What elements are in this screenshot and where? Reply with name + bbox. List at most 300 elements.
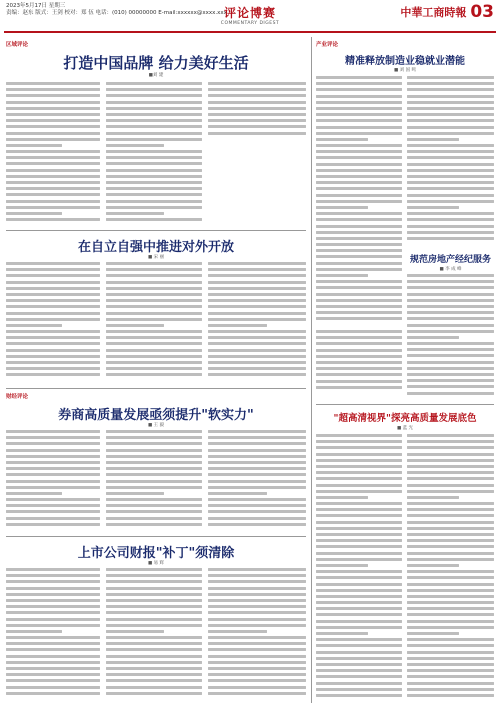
text-line — [106, 517, 202, 520]
section-subtitle: COMMENTARY DIGEST — [220, 21, 280, 26]
text-line — [407, 589, 494, 592]
text-line — [407, 644, 494, 647]
text-line — [316, 373, 402, 376]
text-line — [316, 626, 402, 629]
text-line — [6, 144, 62, 147]
text-line — [106, 648, 202, 651]
text-line — [407, 274, 494, 277]
text-line — [316, 380, 402, 383]
text-line — [316, 237, 402, 240]
text-line — [6, 330, 100, 333]
text-line — [106, 492, 164, 495]
text-line — [407, 694, 494, 697]
text-line — [106, 318, 202, 321]
text-line — [316, 181, 402, 184]
masthead — [0, 0, 500, 34]
text-line — [208, 661, 306, 664]
text-line — [316, 564, 368, 567]
text-line — [316, 200, 402, 203]
text-line — [407, 552, 494, 555]
text-line — [6, 442, 100, 445]
text-line — [106, 504, 202, 507]
article-7-byline: ■ 蓝 光 — [396, 426, 414, 431]
text-line — [316, 651, 402, 654]
text-line — [208, 618, 306, 621]
text-line — [6, 287, 100, 290]
text-line — [6, 342, 100, 345]
text-line — [6, 624, 100, 627]
text-line — [106, 268, 202, 271]
text-line — [6, 175, 100, 178]
text-line — [208, 510, 306, 513]
text-line — [106, 373, 202, 376]
text-line — [106, 661, 202, 664]
text-line — [6, 132, 100, 135]
text-line — [316, 521, 402, 524]
text-line — [208, 299, 306, 302]
text-line — [6, 336, 100, 339]
text-line — [106, 132, 202, 135]
text-line — [407, 354, 494, 357]
text-line — [6, 455, 100, 458]
text-line — [407, 651, 494, 654]
text-line — [106, 442, 202, 445]
text-line — [106, 156, 202, 159]
text-line — [316, 545, 402, 548]
text-line — [407, 607, 494, 610]
text-line — [208, 686, 306, 689]
text-line — [407, 583, 494, 586]
text-line — [407, 373, 494, 376]
text-line — [407, 440, 494, 443]
text-line — [106, 498, 202, 501]
text-line — [407, 564, 459, 567]
text-line — [407, 477, 494, 480]
divider — [6, 388, 306, 389]
text-line — [407, 187, 494, 190]
text-line — [106, 580, 202, 583]
text-line — [316, 453, 402, 456]
text-line — [316, 255, 402, 258]
text-line — [6, 599, 100, 602]
text-line — [407, 601, 494, 604]
text-line — [106, 455, 202, 458]
article-6-body — [407, 274, 494, 398]
text-line — [316, 286, 402, 289]
text-line — [407, 280, 494, 283]
text-line — [407, 299, 494, 302]
column-divider — [311, 37, 312, 703]
text-line — [316, 669, 402, 672]
text-line — [106, 436, 202, 439]
text-line — [106, 113, 202, 116]
text-line — [316, 113, 402, 116]
text-line — [6, 580, 100, 583]
article-7-headline: "超高清视界"探亮高质量发展底色 — [333, 413, 477, 424]
text-line — [208, 605, 306, 608]
text-line — [6, 281, 100, 284]
text-line — [6, 461, 100, 464]
text-line — [6, 574, 100, 577]
section-header — [200, 4, 300, 26]
text-line — [407, 138, 459, 141]
text-line — [106, 587, 202, 590]
text-line — [208, 587, 306, 590]
text-line — [316, 163, 402, 166]
text-line — [106, 193, 202, 196]
text-line — [316, 638, 402, 641]
text-line — [208, 574, 306, 577]
article-3-body — [106, 430, 202, 530]
article-2-body — [106, 262, 202, 382]
text-line — [316, 471, 402, 474]
text-line — [316, 490, 402, 493]
text-line — [106, 94, 202, 97]
text-line — [208, 568, 306, 571]
text-line — [407, 342, 494, 345]
text-line — [407, 324, 494, 327]
text-line — [6, 88, 100, 91]
text-line — [106, 510, 202, 513]
text-line — [6, 367, 100, 370]
text-line — [316, 552, 402, 555]
text-line — [208, 455, 306, 458]
text-line — [316, 508, 402, 511]
text-line — [106, 367, 202, 370]
text-line — [407, 595, 494, 598]
text-line — [316, 694, 402, 697]
text-line — [407, 514, 494, 517]
text-line — [316, 144, 402, 147]
text-line — [407, 465, 494, 468]
text-line — [6, 510, 100, 513]
text-line — [208, 523, 306, 526]
text-line — [316, 107, 402, 110]
text-line — [208, 82, 306, 85]
text-line — [316, 212, 402, 215]
text-line — [6, 498, 100, 501]
text-line — [316, 95, 402, 98]
text-line — [6, 517, 100, 520]
text-line — [208, 324, 267, 327]
text-line — [316, 342, 402, 345]
article-5-byline: ■ 刘 国 鸣 — [393, 68, 417, 73]
text-line — [6, 262, 100, 265]
text-line — [6, 661, 100, 664]
text-line — [208, 624, 306, 627]
text-line — [407, 231, 494, 234]
text-line — [106, 461, 202, 464]
text-line — [208, 580, 306, 583]
text-line — [316, 576, 402, 579]
text-line — [208, 593, 306, 596]
article-1-body — [106, 82, 202, 227]
text-line — [407, 682, 494, 685]
text-line — [208, 330, 306, 333]
text-line — [106, 679, 202, 682]
text-line — [407, 669, 494, 672]
text-line — [316, 688, 402, 691]
text-line — [208, 599, 306, 602]
text-line — [316, 169, 402, 172]
text-line — [316, 539, 402, 542]
text-line — [407, 348, 494, 351]
article-3-body — [208, 430, 306, 530]
text-line — [6, 618, 100, 621]
text-line — [407, 533, 494, 536]
text-line — [106, 361, 202, 364]
text-line — [407, 502, 494, 505]
text-line — [106, 611, 202, 614]
text-line — [208, 113, 306, 116]
text-line — [208, 648, 306, 651]
article-3-headline: 券商高质量发展亟须提升"软实力" — [58, 408, 254, 423]
text-line — [6, 480, 100, 483]
text-line — [407, 558, 494, 561]
text-line — [316, 82, 402, 85]
text-line — [316, 132, 402, 135]
text-line — [106, 206, 202, 209]
text-line — [208, 667, 306, 670]
text-line — [106, 686, 202, 689]
text-line — [316, 601, 402, 604]
text-line — [6, 169, 100, 172]
text-line — [106, 605, 202, 608]
text-line — [106, 187, 202, 190]
paper-name: 中華工商時報 — [400, 6, 467, 19]
text-line — [407, 471, 494, 474]
text-line — [106, 299, 202, 302]
text-line — [106, 125, 202, 128]
text-line — [316, 595, 402, 598]
text-line — [208, 679, 306, 682]
text-line — [208, 436, 306, 439]
article-1-byline: ■刘 建 — [148, 73, 164, 78]
text-line — [6, 212, 62, 215]
text-line — [208, 449, 306, 452]
text-line — [6, 293, 100, 296]
text-line — [106, 212, 164, 215]
text-line — [106, 82, 202, 85]
text-line — [106, 119, 202, 122]
text-line — [6, 113, 100, 116]
text-line — [106, 144, 164, 147]
text-line — [106, 449, 202, 452]
text-line — [407, 484, 494, 487]
text-line — [106, 274, 202, 277]
text-line — [316, 632, 368, 635]
text-line — [407, 293, 494, 296]
text-line — [6, 312, 100, 315]
text-line — [316, 175, 402, 178]
text-line — [6, 605, 100, 608]
text-line — [106, 618, 202, 621]
text-line — [316, 355, 402, 358]
text-line — [407, 490, 494, 493]
text-line — [407, 496, 459, 499]
text-line — [106, 599, 202, 602]
text-line — [407, 367, 494, 370]
text-line — [106, 486, 202, 489]
text-line — [208, 673, 306, 676]
text-line — [316, 268, 402, 271]
article-2-body — [6, 262, 100, 382]
text-line — [208, 281, 306, 284]
text-line — [407, 688, 494, 691]
text-line — [316, 101, 402, 104]
text-line — [6, 268, 100, 271]
text-line — [316, 607, 402, 610]
text-line — [208, 132, 306, 135]
text-line — [6, 523, 100, 526]
date-line: 2023年5月17日 星期三 — [6, 3, 66, 9]
text-line — [106, 101, 202, 104]
text-line — [316, 206, 368, 209]
text-line — [6, 593, 100, 596]
text-line — [407, 361, 494, 364]
text-line — [208, 461, 306, 464]
text-line — [407, 675, 494, 678]
text-line — [316, 367, 402, 370]
article-2-body — [208, 262, 306, 382]
article-3-byline: ■ 王 毅 — [147, 423, 165, 428]
text-line — [6, 274, 100, 277]
text-line — [316, 262, 402, 265]
text-line — [407, 392, 494, 395]
text-line — [106, 305, 202, 308]
text-line — [208, 125, 306, 128]
text-line — [106, 430, 202, 433]
text-line — [208, 355, 306, 358]
text-line — [316, 187, 402, 190]
text-line — [407, 632, 459, 635]
article-2-headline: 在自立自强中推进对外开放 — [77, 240, 234, 255]
text-line — [316, 644, 402, 647]
text-line — [407, 570, 494, 573]
text-line — [407, 330, 494, 333]
text-line — [208, 268, 306, 271]
text-line — [106, 467, 202, 470]
text-line — [316, 682, 402, 685]
text-line — [316, 317, 402, 320]
text-line — [208, 473, 306, 476]
text-line — [407, 156, 494, 159]
text-line — [6, 449, 100, 452]
text-line — [316, 440, 402, 443]
text-line — [208, 642, 306, 645]
text-line — [6, 679, 100, 682]
article-6-byline: ■ 李 成 峰 — [439, 267, 462, 272]
text-line — [316, 527, 402, 530]
text-line — [407, 200, 494, 203]
text-line — [316, 533, 402, 536]
text-line — [407, 218, 494, 221]
text-line — [407, 336, 459, 339]
text-line — [208, 492, 267, 495]
text-line — [6, 101, 100, 104]
text-line — [407, 119, 494, 122]
text-line — [106, 169, 202, 172]
text-line — [208, 504, 306, 507]
text-line — [106, 330, 202, 333]
text-line — [407, 521, 494, 524]
text-line — [407, 76, 494, 79]
page-number: 03 — [470, 2, 494, 22]
section-tag-regional: 区域评论 — [6, 42, 29, 48]
text-line — [6, 138, 100, 141]
text-line — [106, 480, 202, 483]
text-line — [316, 274, 368, 277]
article-4-body — [6, 568, 100, 702]
text-line — [316, 570, 402, 573]
text-line — [316, 249, 402, 252]
text-line — [6, 636, 100, 639]
text-line — [407, 576, 494, 579]
text-line — [407, 527, 494, 530]
text-line — [407, 545, 494, 548]
text-line — [208, 293, 306, 296]
text-line — [106, 175, 202, 178]
text-line — [208, 636, 306, 639]
text-line — [407, 132, 494, 135]
text-line — [208, 367, 306, 370]
text-line — [106, 574, 202, 577]
text-line — [106, 293, 202, 296]
text-line — [106, 355, 202, 358]
text-line — [106, 624, 202, 627]
text-line — [106, 636, 202, 639]
text-line — [106, 593, 202, 596]
text-line — [407, 508, 494, 511]
text-line — [208, 611, 306, 614]
text-line — [316, 194, 402, 197]
text-line — [316, 218, 402, 221]
text-line — [316, 119, 402, 122]
text-line — [316, 280, 402, 283]
text-line — [6, 642, 100, 645]
text-line — [316, 150, 402, 153]
text-line — [407, 225, 494, 228]
text-line — [208, 467, 306, 470]
text-line — [6, 587, 100, 590]
text-line — [208, 361, 306, 364]
masthead-info — [6, 3, 227, 17]
text-line — [106, 349, 202, 352]
text-line — [316, 583, 402, 586]
text-line — [6, 181, 100, 184]
text-line — [407, 88, 494, 91]
text-line — [316, 225, 402, 228]
text-line — [407, 434, 494, 437]
text-line — [208, 349, 306, 352]
text-line — [208, 655, 306, 658]
text-line — [106, 312, 202, 315]
text-line — [6, 200, 100, 203]
text-line — [208, 318, 306, 321]
text-line — [316, 349, 402, 352]
article-6-headline: 规范房地产经纪服务 — [409, 255, 491, 265]
text-line — [316, 231, 402, 234]
text-line — [106, 150, 202, 153]
article-4-headline: 上市公司财报"补丁"须清除 — [77, 546, 235, 561]
text-line — [6, 162, 100, 165]
divider — [6, 230, 306, 231]
text-line — [6, 655, 100, 658]
text-line — [316, 558, 402, 561]
text-line — [407, 638, 494, 641]
text-line — [208, 486, 306, 489]
text-line — [407, 169, 494, 172]
